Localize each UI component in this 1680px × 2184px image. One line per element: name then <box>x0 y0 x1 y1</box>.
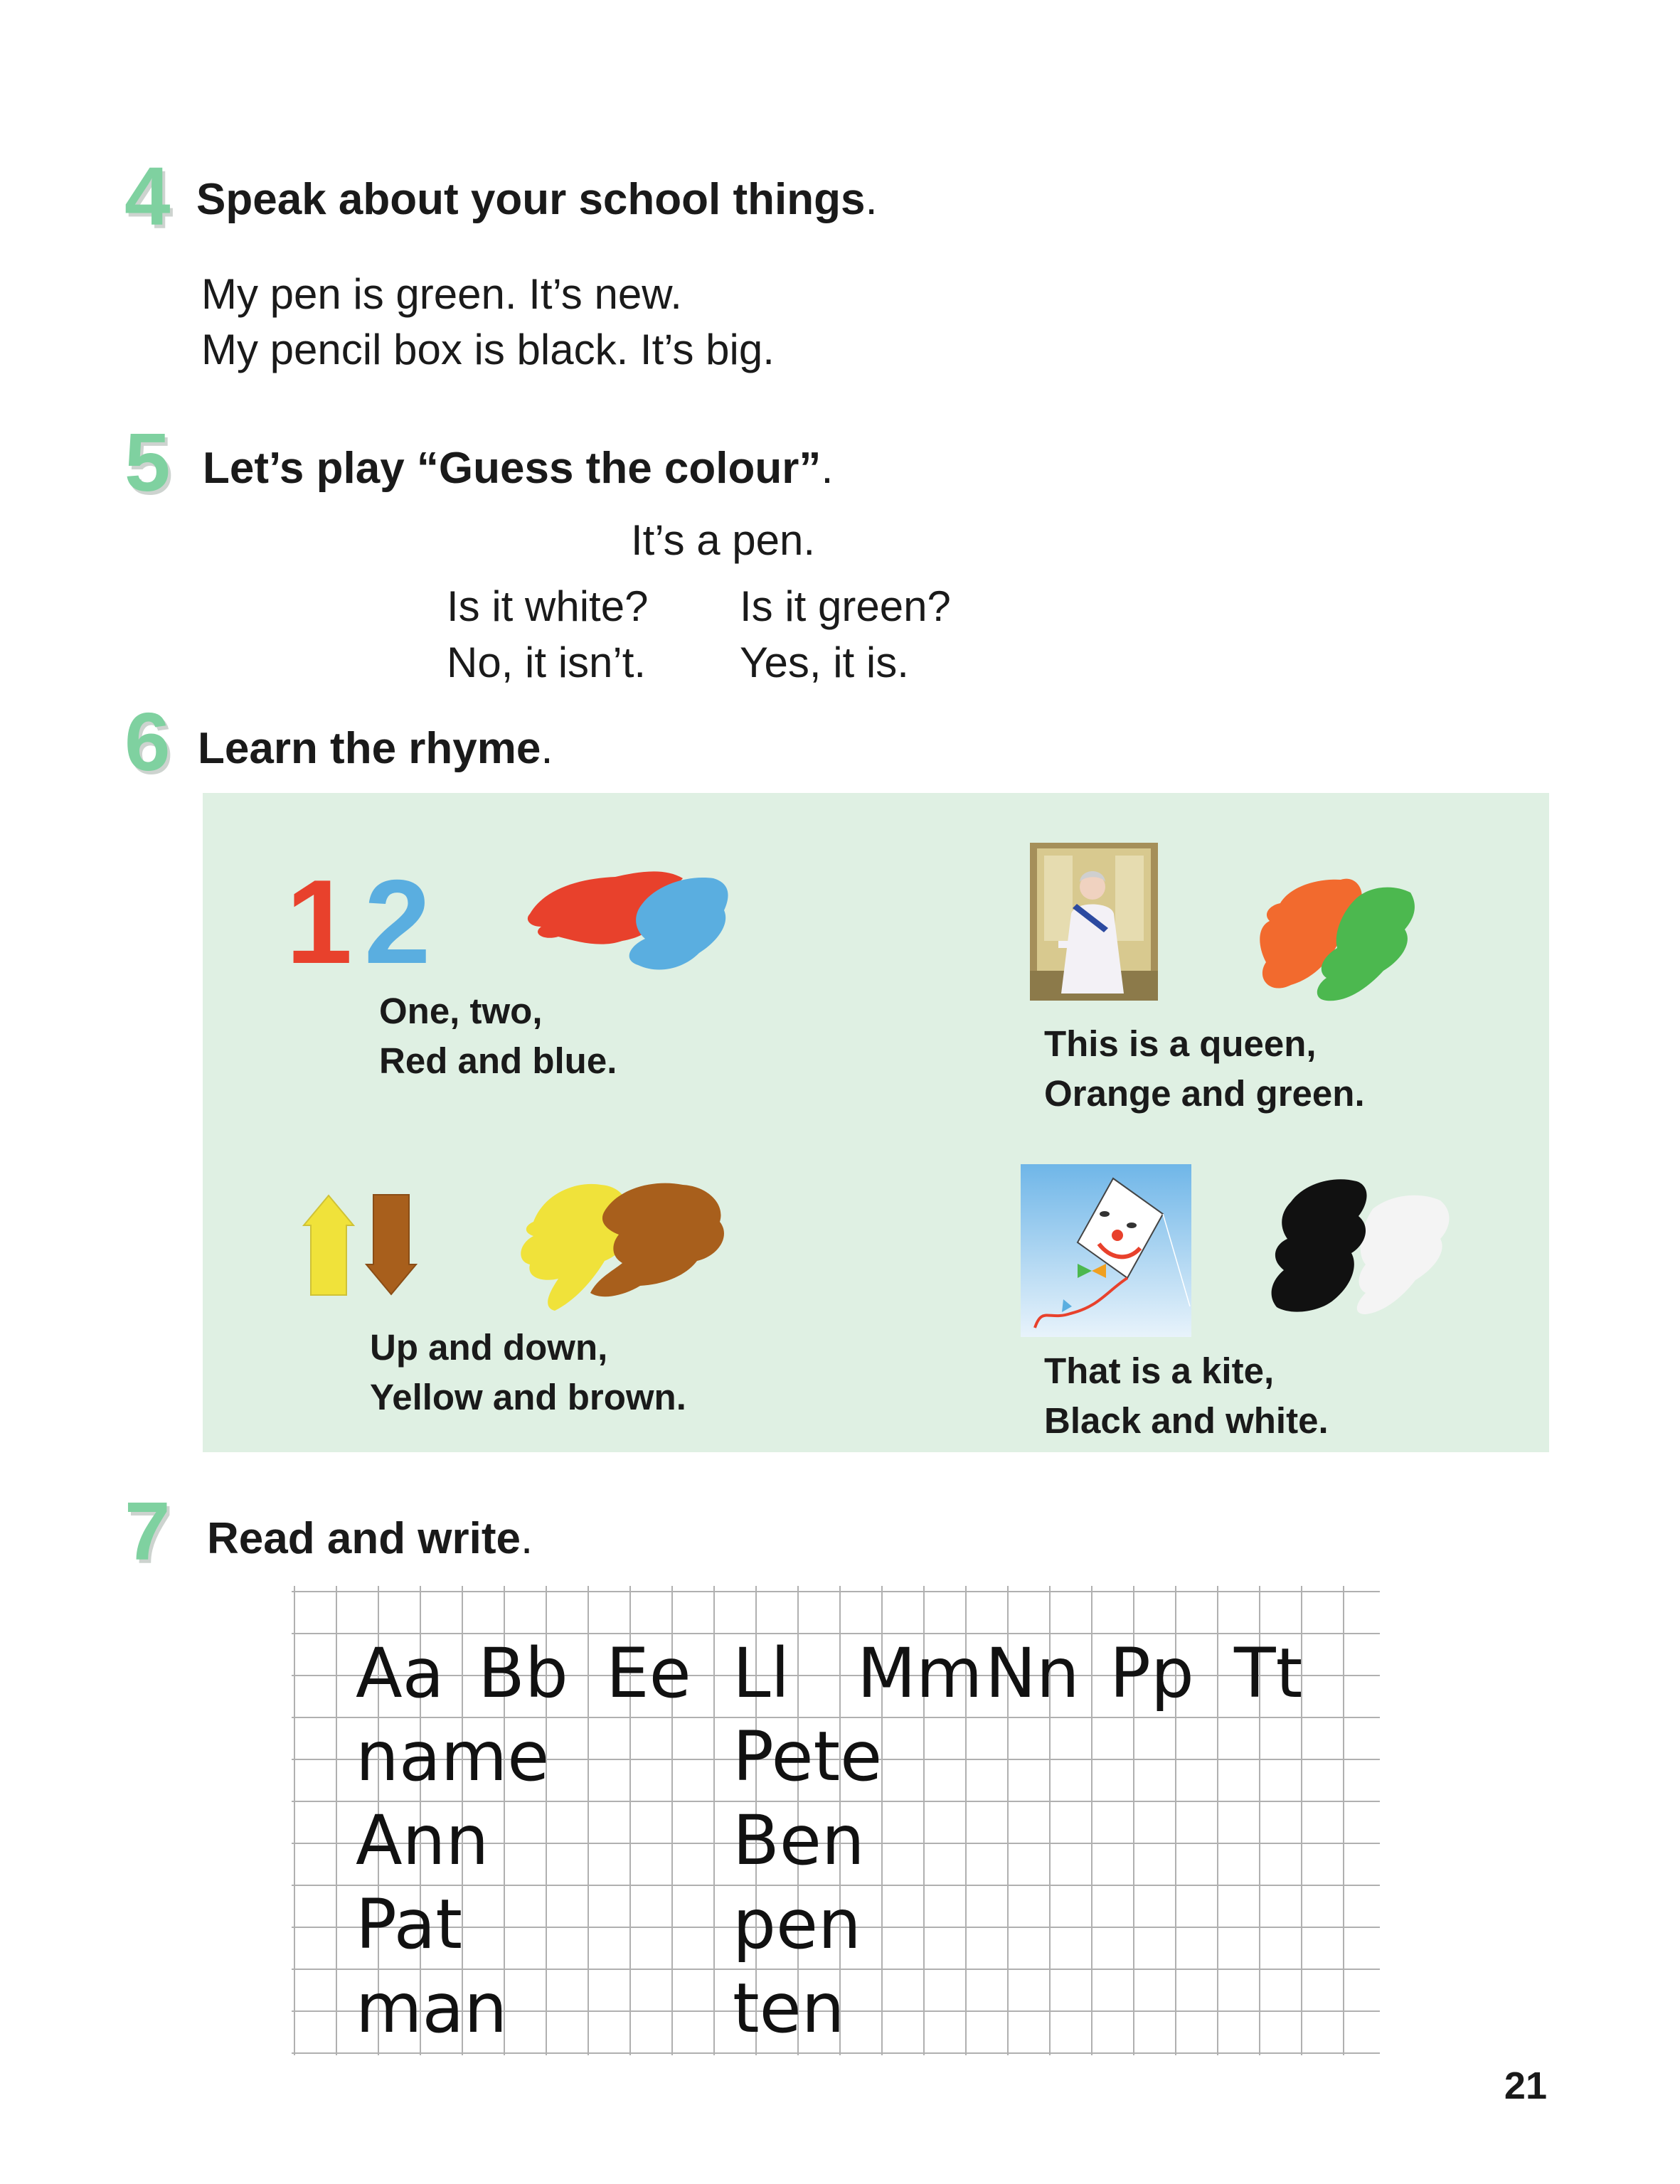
exercise-6-title-text: Learn the rhyme <box>198 724 541 773</box>
verse-3-line-2: Yellow and brown. <box>370 1377 686 1417</box>
exercise-4-line-2: My pencil box is black. It’s big. <box>201 326 775 373</box>
digit-two: 2 <box>364 855 431 989</box>
black-white-paint-blobs <box>1259 1173 1458 1316</box>
exercise-7-number: 7 <box>124 1485 171 1577</box>
exercise-4-title-end: . <box>865 175 878 224</box>
exercise-4-title-text: Speak about your school things <box>196 175 866 224</box>
alphabet-tt: Tt <box>1234 1634 1303 1713</box>
up-arrow-icon <box>302 1193 356 1296</box>
exercise-5-title <box>203 444 834 493</box>
verse-2-line-2: Orange and green. <box>1044 1073 1365 1114</box>
verse-4-line-2: Black and white. <box>1044 1400 1329 1441</box>
exercise-5-title-text: Let’s play “Guess the colour” <box>203 444 822 493</box>
word-name: name <box>356 1717 550 1796</box>
word-ben: Ben <box>733 1801 865 1880</box>
exercise-7-title <box>207 1514 533 1563</box>
verse-3 <box>370 1323 686 1422</box>
verse-3-line-1: Up and down, <box>370 1327 608 1368</box>
verse-2-line-1: This is a queen, <box>1044 1023 1317 1064</box>
exercise-6-title-end: . <box>541 724 553 773</box>
word-man: man <box>356 1969 508 2048</box>
page-number: 21 <box>1504 2065 1547 2107</box>
alphabet-ee: Ee <box>606 1634 691 1713</box>
alphabet-bb: Bb <box>478 1634 568 1713</box>
exercise-5-left-question: Is it white? <box>447 582 649 630</box>
exercise-4-line-1: My pen is green. It’s new. <box>201 270 682 318</box>
word-ten: ten <box>733 1969 845 2048</box>
alphabet-ll: Ll <box>733 1634 790 1713</box>
queen-portrait-image <box>1030 843 1158 1001</box>
alphabet-nn: Nn <box>985 1634 1080 1713</box>
verse-1 <box>379 986 617 1086</box>
exercise-7-title-text: Read and write <box>207 1514 521 1563</box>
red-blue-paint-blobs <box>523 857 736 978</box>
exercise-5-number: 5 <box>124 416 171 508</box>
word-pat: Pat <box>356 1885 463 1964</box>
word-pete: Pete <box>733 1717 883 1796</box>
exercise-4-title <box>196 175 878 224</box>
exercise-7-title-end: . <box>521 1514 533 1563</box>
exercise-5-right-question: Is it green? <box>740 582 951 630</box>
verse-4 <box>1044 1346 1329 1446</box>
yellow-brown-paint-blobs <box>505 1172 733 1314</box>
exercise-5-center-line: It’s a pen. <box>631 516 816 564</box>
verse-1-line-1: One, two, <box>379 991 543 1031</box>
exercise-6-number: 6 <box>124 696 171 788</box>
down-arrow-icon <box>365 1193 418 1296</box>
kite-picture-image <box>1021 1164 1191 1337</box>
word-ann: Ann <box>356 1801 489 1880</box>
alphabet-mm: Mm <box>857 1634 983 1713</box>
verse-1-line-2: Red and blue. <box>379 1040 617 1081</box>
exercise-5-left-answer: No, it isn’t. <box>447 639 647 686</box>
verse-2 <box>1044 1019 1365 1119</box>
exercise-5-right-answer: Yes, it is. <box>740 639 909 686</box>
digit-one: 1 <box>286 855 353 989</box>
verse-4-line-1: That is a kite, <box>1044 1351 1275 1391</box>
exercise-4-number: 4 <box>124 150 171 243</box>
exercise-5-title-end: . <box>821 444 834 493</box>
exercise-6-title <box>198 724 553 773</box>
orange-green-paint-blobs <box>1248 871 1419 1013</box>
alphabet-pp: Pp <box>1110 1634 1194 1713</box>
word-pen: pen <box>733 1885 861 1964</box>
alphabet-aa: Aa <box>356 1634 445 1713</box>
